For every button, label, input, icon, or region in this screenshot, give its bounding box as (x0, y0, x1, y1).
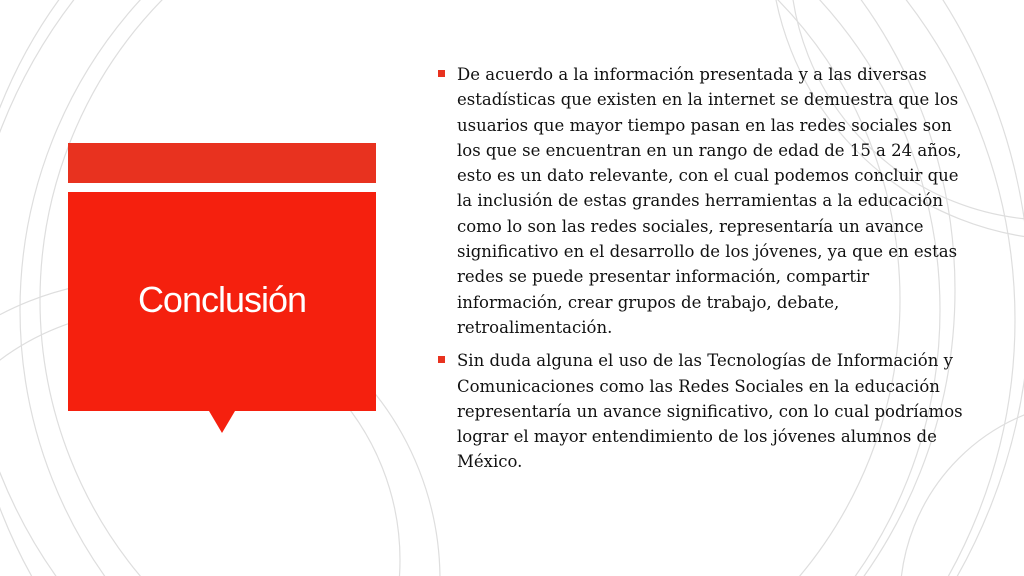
square-bullet-icon (438, 356, 445, 363)
title-accent-strip (68, 143, 376, 183)
bullet-item (438, 348, 968, 474)
bullet-text: Sin duda alguna el uso de las Tecnologías de Información y Comunicaciones como las Redes Sociales en la educación representaría un avance significativo, con lo cual podríamos lograr el mayor entendimiento de los jóvenes alumnos de México. (457, 351, 963, 472)
bullet-list (438, 62, 968, 483)
slide-title: Conclusión (137, 279, 307, 320)
square-bullet-icon (438, 70, 445, 77)
title-box-pointer (209, 411, 235, 433)
bullet-text: De acuerdo a la información presentada y a las diversas estadísticas que existen en la internet se demuestra que los usuarios que mayor tiempo pasan en las redes sociales son los que se encuentran en un rango de edad de 15 a 24 años, esto es un dato relevante, con el cual podemos concluir que la inclusión de estas grandes herramientas a la educación como lo son las redes sociales, representaría un avance significativo en el desarrollo de los jóvenes, ya que en estas redes se puede presentar información, compartir información, crear grupos de trabajo, debate, retroalimentación. (457, 65, 962, 337)
bullet-item (438, 62, 968, 340)
